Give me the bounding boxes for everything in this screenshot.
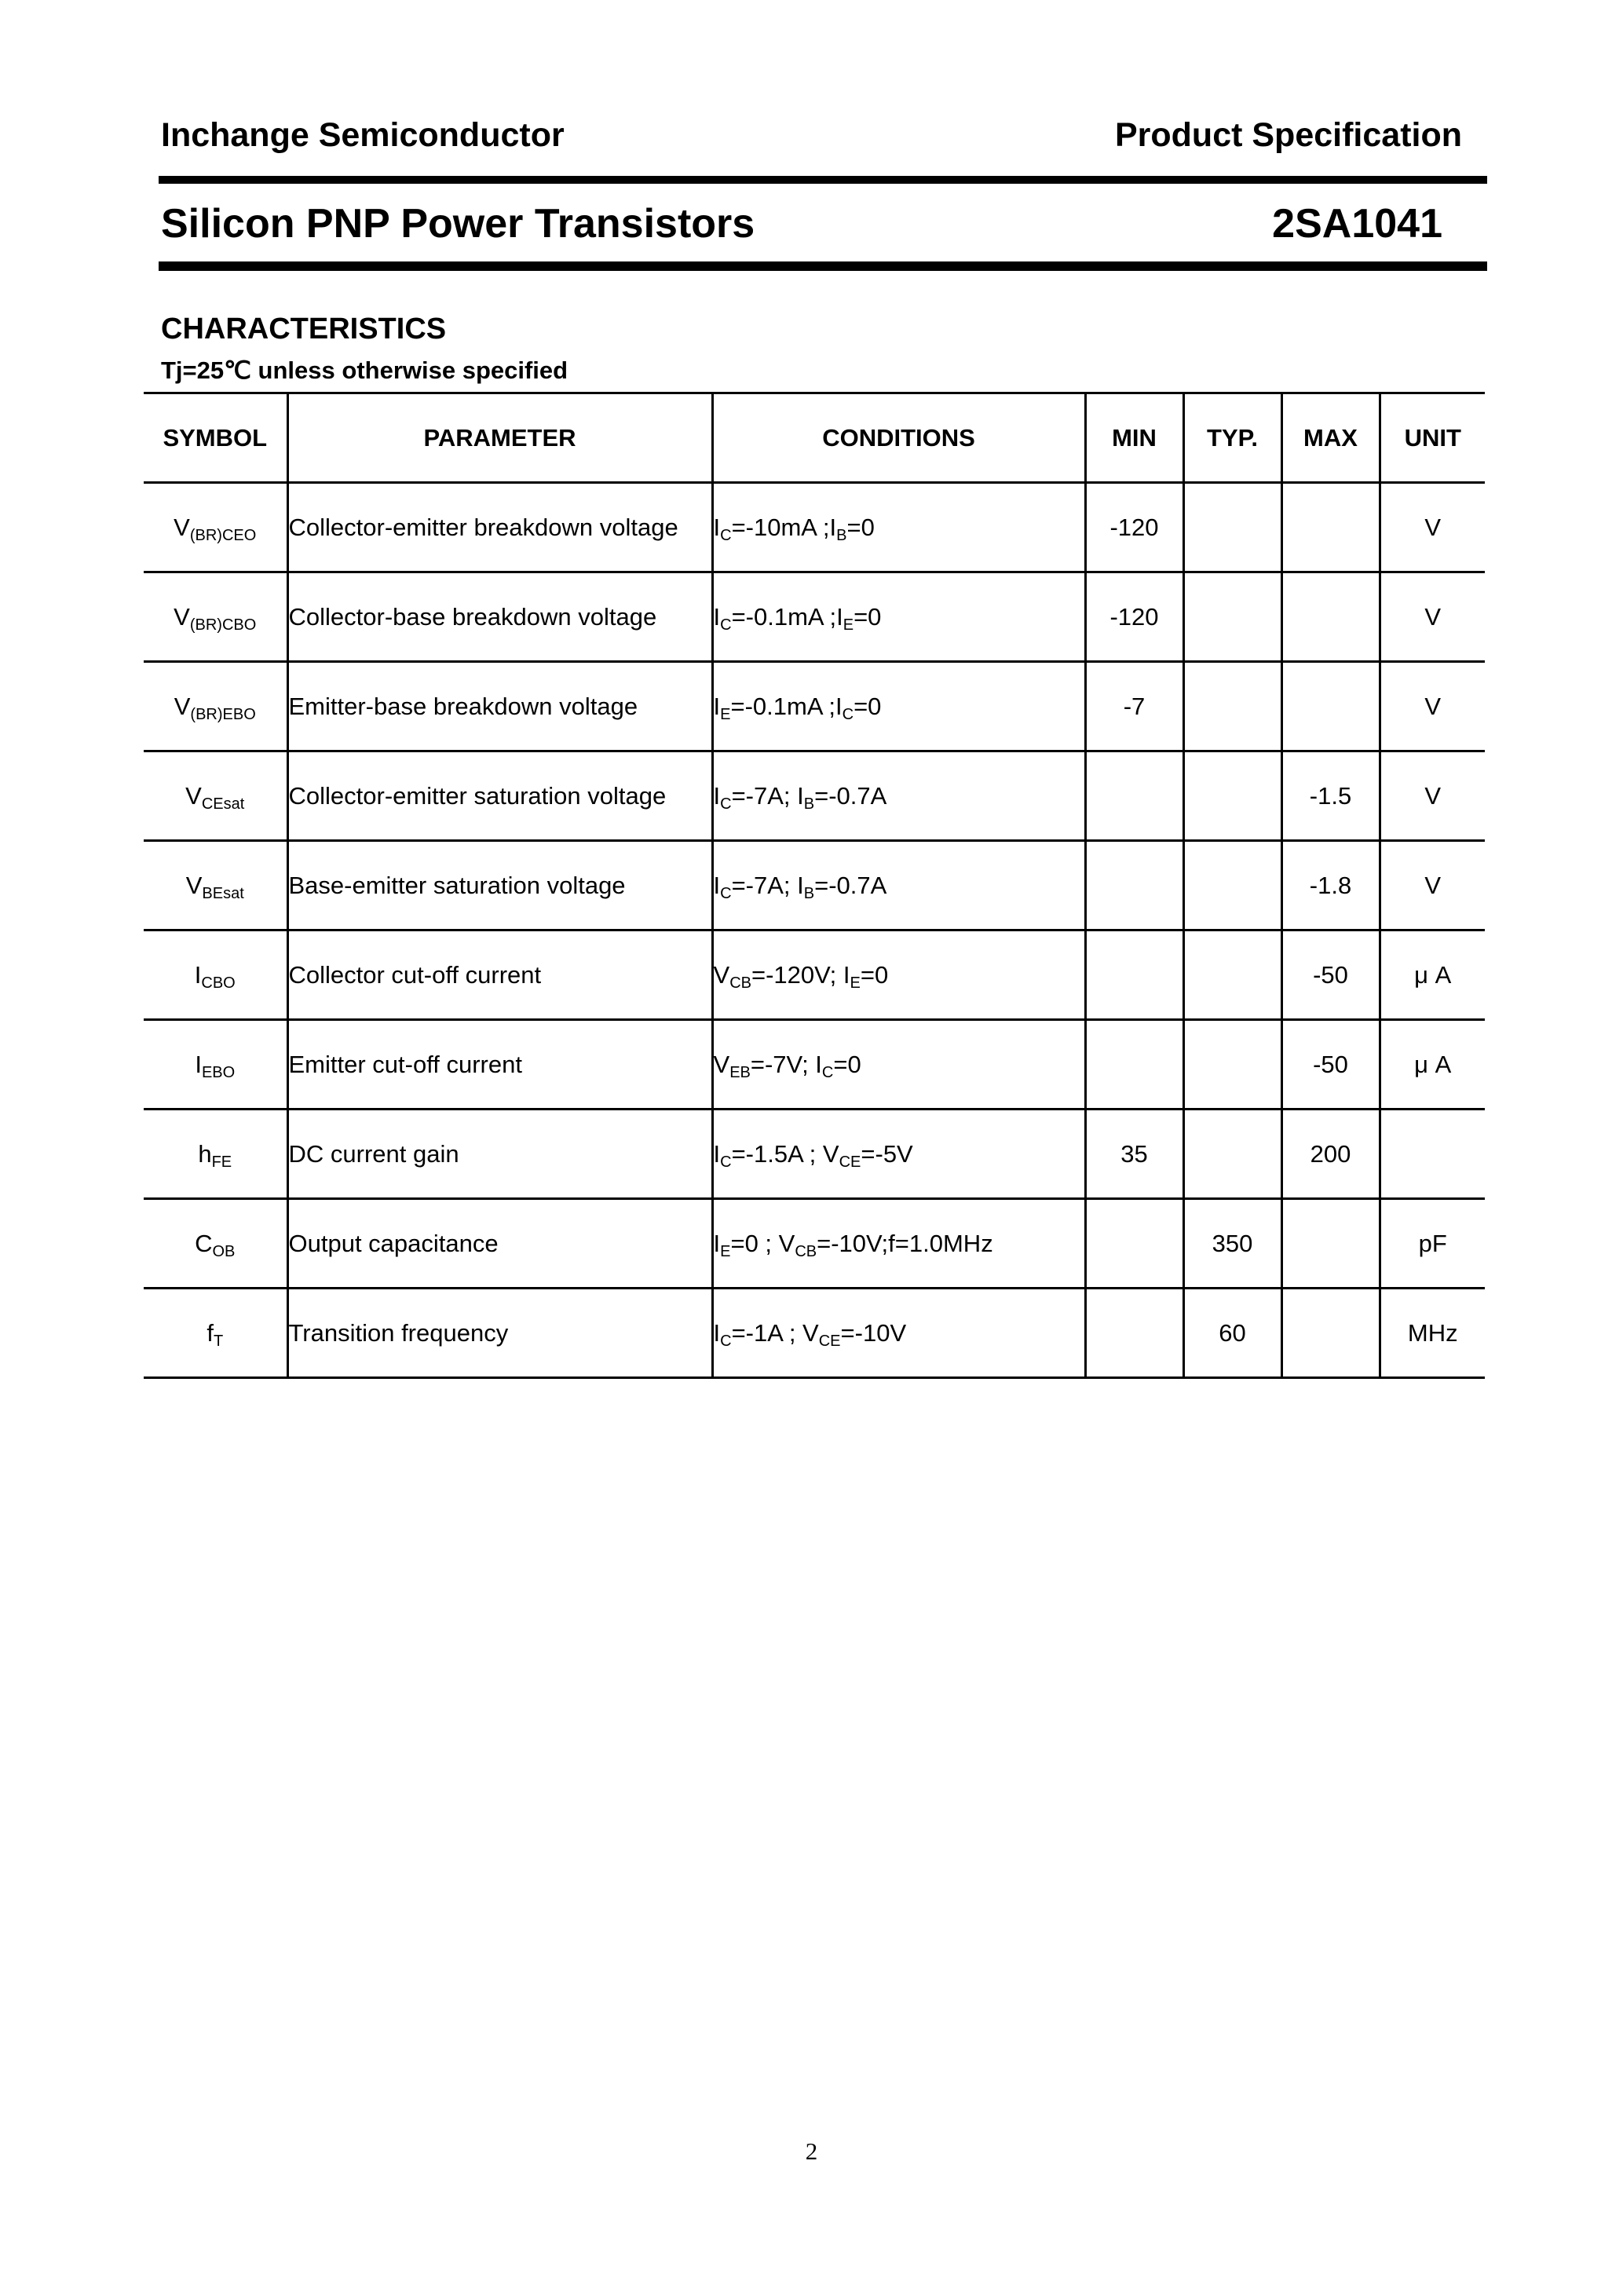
- condition-text: I: [713, 1139, 721, 1168]
- unit-cell: pF: [1380, 1199, 1485, 1289]
- symbol-subscript: (BR)EBO: [190, 705, 256, 723]
- unit-cell: V: [1380, 841, 1485, 930]
- symbol-cell: [144, 751, 287, 841]
- min-cell: [1085, 1020, 1183, 1110]
- condition-subscript: C: [720, 884, 732, 902]
- condition-text: =-1A ; V: [731, 1318, 819, 1347]
- parameter-cell: Collector-emitter breakdown voltage: [287, 483, 712, 572]
- condition-text: I: [713, 781, 721, 810]
- condition-subscript: CB: [795, 1242, 817, 1260]
- condition-subscript: C: [720, 1332, 732, 1350]
- typ-cell: [1183, 572, 1281, 662]
- condition-text: =-7V; I: [750, 1050, 822, 1078]
- parameter-cell: Output capacitance: [287, 1199, 712, 1289]
- min-cell: [1085, 1289, 1183, 1378]
- condition-subscript: CE: [839, 1153, 861, 1171]
- parameter-cell: Emitter cut-off current: [287, 1020, 712, 1110]
- parameter-cell: Emitter-base breakdown voltage: [287, 662, 712, 751]
- table-row: [144, 841, 1485, 930]
- condition-text: =0: [833, 1050, 861, 1078]
- document-type: Product Specification: [1114, 116, 1462, 154]
- symbol-cell: [144, 662, 287, 751]
- conditions-cell: [712, 1020, 1085, 1110]
- min-cell: [1085, 1199, 1183, 1289]
- min-cell: [1085, 930, 1183, 1020]
- unit-cell: μ A: [1380, 930, 1485, 1020]
- min-cell: 35: [1085, 1110, 1183, 1199]
- symbol-cell: [144, 930, 287, 1020]
- typ-cell: [1183, 483, 1281, 572]
- condition-text: =-7A; I: [731, 871, 804, 899]
- min-cell: [1085, 841, 1183, 930]
- symbol-subscript: FE: [211, 1153, 232, 1171]
- table-row: [144, 572, 1485, 662]
- symbol-subscript: (BR)CEO: [189, 526, 257, 544]
- company-name: Inchange Semiconductor: [161, 116, 565, 154]
- condition-text: I: [713, 1318, 721, 1347]
- unit-cell: [1380, 1110, 1485, 1199]
- symbol-cell: [144, 1020, 287, 1110]
- condition-subscript: EB: [729, 1063, 751, 1081]
- column-header-parameter: PARAMETER: [287, 393, 712, 483]
- typ-cell: 350: [1183, 1199, 1281, 1289]
- symbol-main: f: [207, 1318, 214, 1347]
- symbol-subscript: EBO: [201, 1063, 236, 1081]
- table-header-row: [144, 393, 1485, 483]
- title-rule: [159, 261, 1487, 271]
- condition-text: =-0.1mA ;I: [730, 692, 843, 720]
- condition-subscript: C: [720, 526, 732, 544]
- table-row: [144, 483, 1485, 572]
- condition-subscript: CB: [729, 974, 751, 992]
- table-row: [144, 930, 1485, 1020]
- max-cell: 200: [1281, 1110, 1380, 1199]
- max-cell: -50: [1281, 930, 1380, 1020]
- parameter-cell: Collector cut-off current: [287, 930, 712, 1020]
- header-rule: [159, 176, 1487, 184]
- condition-text: =-10V: [840, 1318, 907, 1347]
- unit-cell: V: [1380, 662, 1485, 751]
- symbol-main: V: [174, 602, 190, 631]
- conditions-cell: [712, 1199, 1085, 1289]
- unit-cell: V: [1380, 483, 1485, 572]
- unit-cell: V: [1380, 572, 1485, 662]
- conditions-cell: [712, 930, 1085, 1020]
- unit-cell: MHz: [1380, 1289, 1485, 1378]
- condition-subscript: E: [720, 705, 731, 723]
- typ-cell: [1183, 1020, 1281, 1110]
- condition-subscript: C: [842, 705, 854, 723]
- symbol-cell: [144, 1289, 287, 1378]
- symbol-main: V: [174, 513, 190, 541]
- condition-text: =0: [854, 692, 882, 720]
- conditions-cell: [712, 1289, 1085, 1378]
- page-number: 2: [805, 2137, 818, 2165]
- min-cell: -7: [1085, 662, 1183, 751]
- typ-cell: [1183, 930, 1281, 1020]
- condition-subscript: CE: [818, 1332, 841, 1350]
- table-row: [144, 1020, 1485, 1110]
- max-cell: -1.8: [1281, 841, 1380, 930]
- section-heading: CHARACTERISTICS: [161, 313, 447, 345]
- parameter-cell: Base-emitter saturation voltage: [287, 841, 712, 930]
- parameter-cell: Collector-base breakdown voltage: [287, 572, 712, 662]
- typ-cell: 60: [1183, 1289, 1281, 1378]
- max-cell: [1281, 483, 1380, 572]
- table-row: [144, 662, 1485, 751]
- conditions-cell: [712, 841, 1085, 930]
- condition-text: =-7A; I: [731, 781, 804, 810]
- condition-text: V: [713, 1050, 730, 1078]
- table-row: [144, 751, 1485, 841]
- condition-text: =-0.1mA ;I: [731, 602, 843, 631]
- typ-cell: [1183, 662, 1281, 751]
- typ-cell: [1183, 841, 1281, 930]
- symbol-main: h: [198, 1139, 212, 1168]
- symbol-main: V: [185, 871, 203, 899]
- symbol-main: C: [195, 1229, 213, 1257]
- condition-subscript: C: [720, 795, 732, 813]
- symbol-subscript: T: [213, 1332, 224, 1350]
- min-cell: -120: [1085, 483, 1183, 572]
- test-condition-note: Tj=25℃ unless otherwise specified: [161, 356, 568, 384]
- condition-text: =0: [846, 513, 875, 541]
- condition-subscript: E: [850, 974, 861, 992]
- condition-subscript: C: [821, 1063, 834, 1081]
- condition-subscript: B: [803, 884, 815, 902]
- condition-text: I: [713, 692, 721, 720]
- condition-text: =-10mA ;I: [731, 513, 837, 541]
- condition-text: =-1.5A ; V: [731, 1139, 839, 1168]
- conditions-cell: [712, 572, 1085, 662]
- condition-text: =0: [854, 602, 882, 631]
- condition-text: =-5V: [861, 1139, 913, 1168]
- condition-text: I: [713, 602, 721, 631]
- part-number: 2SA1041: [1272, 201, 1442, 247]
- min-cell: -120: [1085, 572, 1183, 662]
- max-cell: [1281, 662, 1380, 751]
- unit-cell: V: [1380, 751, 1485, 841]
- condition-text: I: [713, 513, 721, 541]
- conditions-cell: [712, 1110, 1085, 1199]
- conditions-cell: [712, 662, 1085, 751]
- symbol-cell: [144, 572, 287, 662]
- symbol-main: V: [174, 692, 191, 720]
- parameter-cell: DC current gain: [287, 1110, 712, 1199]
- symbol-cell: [144, 1110, 287, 1199]
- typ-cell: [1183, 751, 1281, 841]
- column-header-typ: TYP.: [1183, 393, 1281, 483]
- condition-text: =0 ; V: [730, 1229, 795, 1257]
- symbol-main: I: [195, 1050, 202, 1078]
- table-row: [144, 1199, 1485, 1289]
- condition-text: =-10V;f=1.0MHz: [817, 1229, 993, 1257]
- condition-subscript: E: [720, 1242, 731, 1260]
- parameter-cell: Collector-emitter saturation voltage: [287, 751, 712, 841]
- unit-cell: μ A: [1380, 1020, 1485, 1110]
- product-line-title: Silicon PNP Power Transistors: [161, 201, 755, 247]
- column-header-max: MAX: [1281, 393, 1380, 483]
- condition-text: =-0.7A: [814, 781, 887, 810]
- condition-text: I: [713, 1229, 721, 1257]
- min-cell: [1085, 751, 1183, 841]
- symbol-subscript: OB: [212, 1242, 236, 1260]
- conditions-cell: [712, 751, 1085, 841]
- parameter-cell: Transition frequency: [287, 1289, 712, 1378]
- symbol-subscript: CBO: [201, 974, 236, 992]
- condition-subscript: B: [803, 795, 815, 813]
- column-header-min: MIN: [1085, 393, 1183, 483]
- condition-text: =-120V; I: [751, 960, 850, 989]
- table-row: [144, 1110, 1485, 1199]
- typ-cell: [1183, 1110, 1281, 1199]
- characteristics-table: [144, 392, 1485, 1379]
- max-cell: -1.5: [1281, 751, 1380, 841]
- condition-subscript: C: [720, 616, 732, 634]
- symbol-main: V: [185, 781, 202, 810]
- condition-text: I: [713, 871, 721, 899]
- column-header-symbol: SYMBOL: [144, 393, 287, 483]
- condition-text: V: [713, 960, 730, 989]
- column-header-unit: UNIT: [1380, 393, 1485, 483]
- max-cell: [1281, 1199, 1380, 1289]
- symbol-main: I: [194, 960, 202, 989]
- symbol-cell: [144, 841, 287, 930]
- max-cell: -50: [1281, 1020, 1380, 1110]
- table-row: [144, 1289, 1485, 1378]
- condition-subscript: E: [843, 616, 854, 634]
- symbol-subscript: BEsat: [202, 884, 244, 902]
- column-header-conditions: CONDITIONS: [712, 393, 1085, 483]
- condition-text: =-0.7A: [814, 871, 887, 899]
- condition-subscript: C: [720, 1153, 732, 1171]
- max-cell: [1281, 572, 1380, 662]
- condition-text: =0: [860, 960, 889, 989]
- max-cell: [1281, 1289, 1380, 1378]
- condition-subscript: B: [836, 526, 847, 544]
- symbol-subscript: CEsat: [201, 795, 245, 813]
- symbol-cell: [144, 1199, 287, 1289]
- symbol-cell: [144, 483, 287, 572]
- conditions-cell: [712, 483, 1085, 572]
- symbol-subscript: (BR)CBO: [189, 616, 257, 634]
